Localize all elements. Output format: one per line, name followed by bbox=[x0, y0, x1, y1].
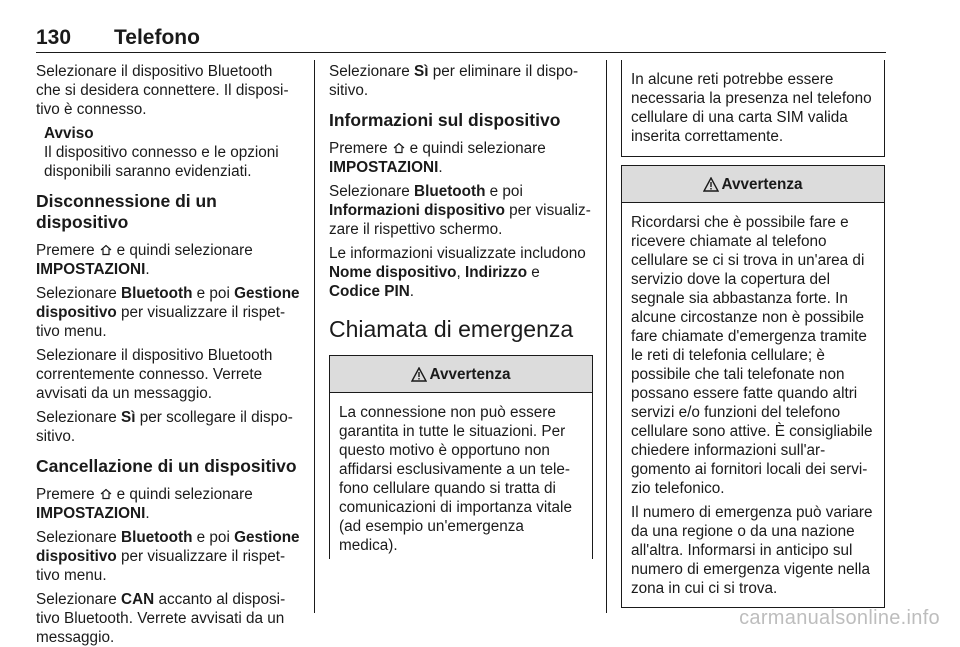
note-text: Il dispositivo connesso e le opzioni disponibili saranno evidenziati. bbox=[44, 144, 279, 180]
warning-box bbox=[621, 165, 885, 608]
note bbox=[44, 124, 300, 181]
column-2 bbox=[329, 62, 593, 567]
home-icon bbox=[99, 487, 113, 501]
info-box bbox=[621, 60, 885, 157]
warning-header: Avvertenza bbox=[330, 356, 592, 393]
paragraph: Selezionare Bluetooth e poi Gestione dispositivo per visualizzare il rispettivo menu. bbox=[36, 285, 300, 340]
paragraph: Premere e quindi selezionare IMPOSTAZIONI. bbox=[36, 486, 253, 522]
watermark: carmanualsonline.info bbox=[739, 607, 940, 629]
heading-emergency-call: Chiamata di emergenza bbox=[329, 316, 574, 342]
paragraph: Selezionare CAN accanto al dispositivo Bluetooth. Verrete avvisati da un messaggio. bbox=[36, 591, 286, 646]
column-divider-2 bbox=[606, 60, 607, 613]
paragraph: Selezionare Sì per scollegare il dispositivo. bbox=[36, 409, 293, 445]
paragraph: Premere e quindi selezionare IMPOSTAZIONI. bbox=[329, 140, 546, 176]
page-number: 130 bbox=[36, 26, 72, 49]
heading-delete: Cancellazione di un dispositivo bbox=[36, 456, 297, 476]
column-divider-1 bbox=[314, 60, 315, 613]
warning-text: La connessione non può essere garantita in tutte le situazioni. Per questo motivo è opportuno non affidarsi esclusivamente a un telefono cellulare quando si tratta di comunicazioni di importanza vitale (ad esempio un'emergenza medica). bbox=[339, 404, 572, 554]
paragraph: Selezionare il dispositivo Bluetooth correntemente connesso. Verrete avvisati da un messaggio. bbox=[36, 347, 273, 402]
paragraph: Selezionare il dispositivo Bluetooth che si desidera connettere. Il dispositivo è connesso. bbox=[36, 63, 289, 118]
warning-paragraph: Ricordarsi che è possibile fare e ricevere chiamate al telefono cellulare se ci si trova in un'area di servizio dove la copertura del segnale sia abbastanza forte. In alcune circostanze non è possibile fare chiamate d'emergenza tramite le reti di telefonia cellulare; è possibile che tali telefonate non possano essere fatte quando altri servizi e/o funzioni del telefono cellulare sono attive. È consigliabile chiedere informazioni sull'argomento ai fornitori locali dei servizio telefonico. bbox=[631, 214, 873, 497]
info-box-text: In alcune reti potrebbe essere necessaria la presenza nel telefono cellulare di una carta SIM valida inserita correttamente. bbox=[631, 71, 872, 145]
page-header bbox=[36, 26, 886, 48]
paragraph: Le informazioni visualizzate includono Nome dispositivo, Indirizzo e Codice PIN. bbox=[329, 245, 586, 300]
header-rule bbox=[36, 52, 886, 53]
warning-triangle-icon bbox=[411, 367, 427, 382]
heading-disconnect: Disconnessione di un dispositivo bbox=[36, 191, 217, 232]
paragraph: Selezionare Bluetooth e poi Gestione dispositivo per visualizzare il rispettivo menu. bbox=[36, 529, 300, 584]
warning-header: Avvertenza bbox=[622, 166, 884, 203]
note-title: Avviso bbox=[44, 125, 94, 142]
warning-triangle-icon bbox=[703, 177, 719, 192]
column-1 bbox=[36, 62, 300, 647]
home-icon bbox=[392, 141, 406, 155]
paragraph: Selezionare Sì per eliminare il dispositivo. bbox=[329, 63, 579, 99]
heading-device-info: Informazioni sul dispositivo bbox=[329, 110, 561, 130]
warning-paragraph: Il numero di emergenza può variare da una regione o da una nazione all'altra. Informarsi in anticipo sul numero di emergenza vigente nella zona in cui ci si trova. bbox=[631, 504, 873, 597]
section-title: Telefono bbox=[114, 26, 200, 49]
home-icon bbox=[99, 243, 113, 257]
paragraph: Premere e quindi selezionare IMPOSTAZIONI. bbox=[36, 242, 253, 278]
column-3 bbox=[621, 62, 885, 616]
warning-box bbox=[329, 355, 593, 559]
paragraph: Selezionare Bluetooth e poi Informazioni dispositivo per visualizzare il rispettivo schermo. bbox=[329, 183, 591, 238]
